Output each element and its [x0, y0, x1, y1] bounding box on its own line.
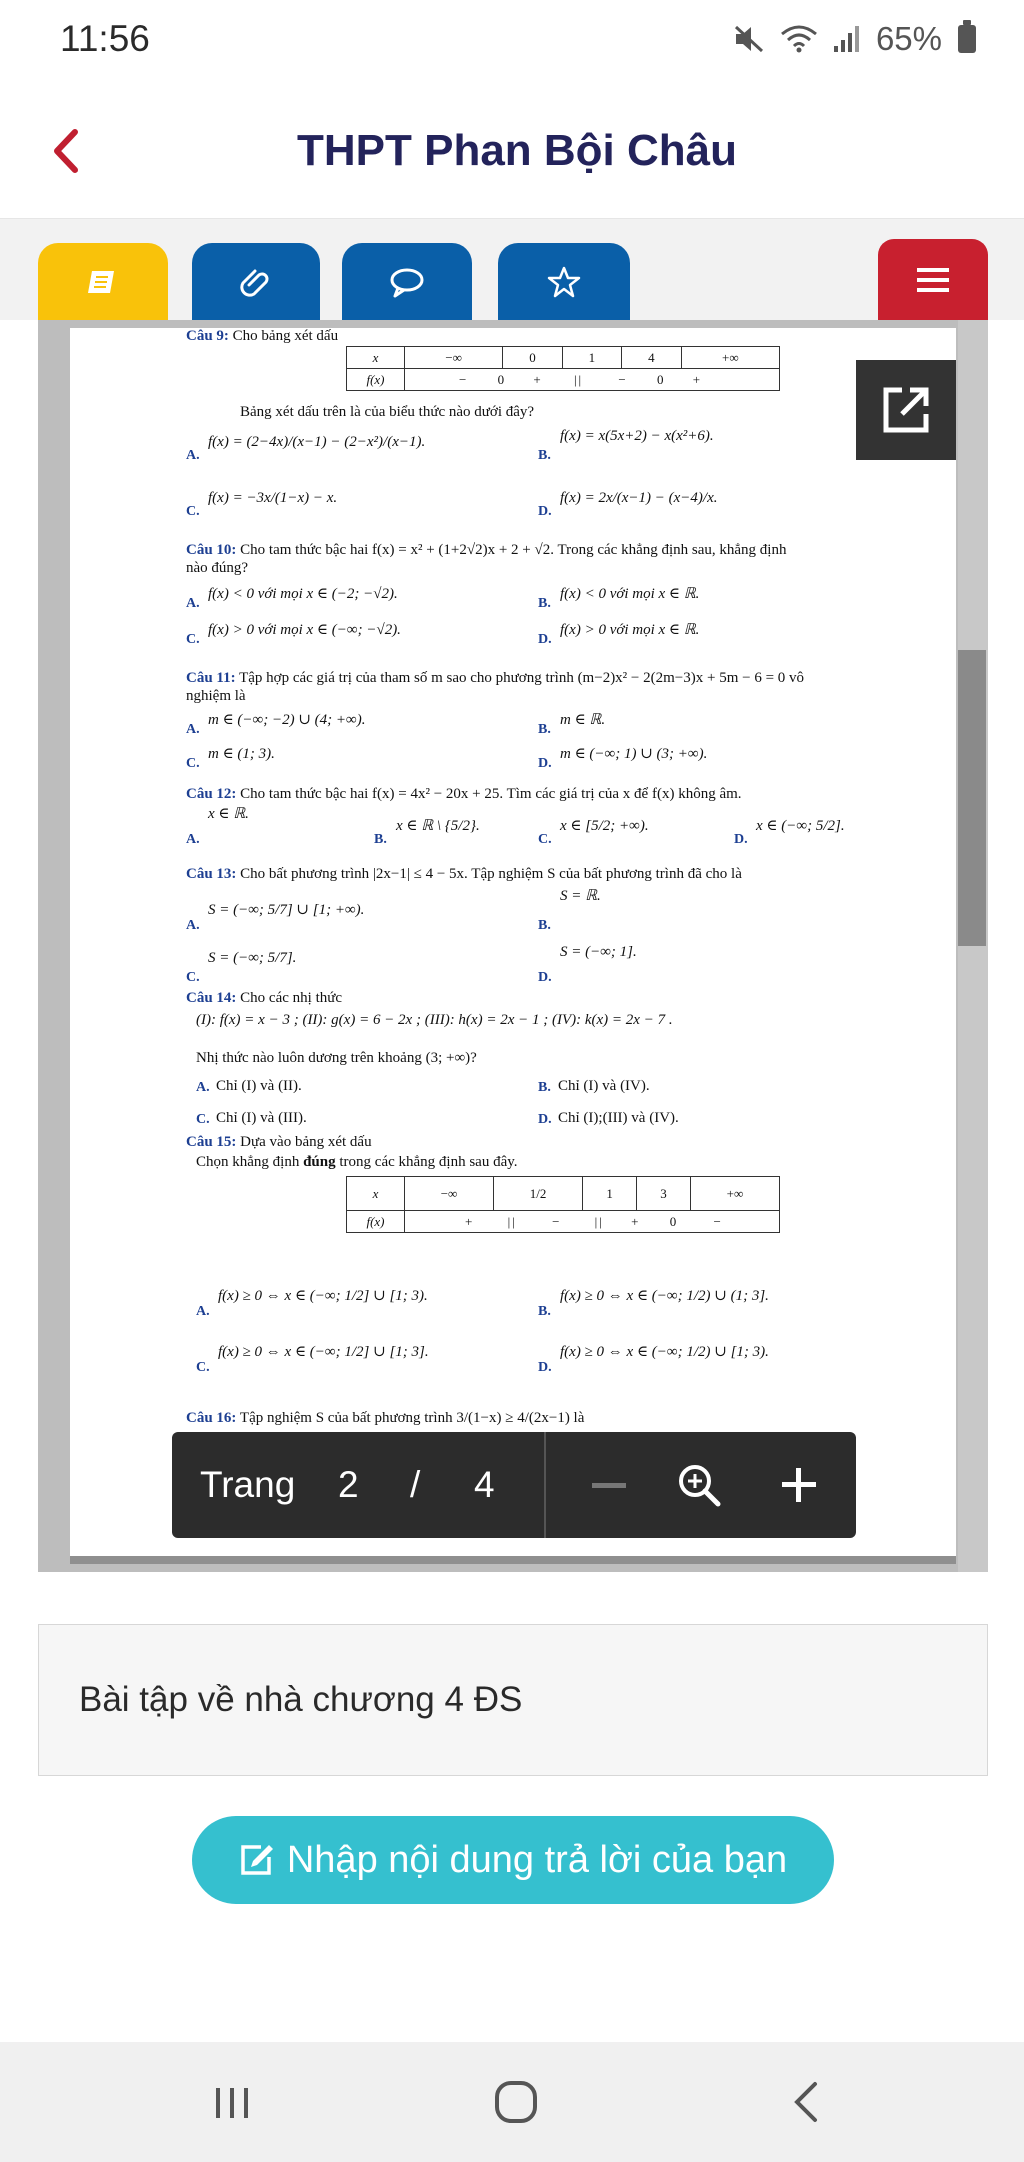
q15-option-b: f(x) ≥ 0 ⇔ x ∈ (−∞; 1/2) ∪ (1; 3]. — [560, 1288, 769, 1304]
sign-table-q9: x −∞ 0 1 4 +∞ f(x) − 0 + || − 0 + — [346, 346, 780, 391]
q12-option-c: x ∈ [5/2; +∞). — [560, 818, 649, 834]
q14-option-a: Chỉ (I) và (II). — [216, 1078, 302, 1094]
question-14: Câu 14: Cho các nhị thức — [186, 990, 343, 1006]
book-icon — [86, 267, 120, 297]
status-icons — [732, 20, 976, 58]
comment-tab-button[interactable] — [342, 243, 472, 321]
q12-option-b: x ∈ ℝ \ {5/2}. — [396, 818, 480, 834]
question-16: Câu 16: Tập nghiệm S của bất phương trình 3/(1−x) ≥ 4/(2x−1) là — [186, 1410, 585, 1426]
home-icon — [493, 2079, 539, 2125]
document-viewer[interactable] — [38, 320, 988, 1572]
status-bar — [0, 0, 1024, 78]
chevron-left-icon — [51, 128, 81, 174]
system-nav-bar — [0, 2042, 1024, 2162]
open-external-button[interactable] — [856, 360, 956, 460]
q12-option-d: x ∈ (−∞; 5/2]. — [756, 818, 845, 834]
page-edge — [70, 1556, 956, 1564]
q12-option-a: x ∈ ℝ. — [208, 806, 249, 822]
q10-option-d: f(x) > 0 với mọi x ∈ ℝ. — [560, 622, 700, 638]
back-button[interactable] — [36, 118, 96, 184]
page-current-input[interactable]: 2 — [338, 1464, 359, 1505]
mute-icon — [732, 24, 766, 54]
page-label: Trang — [200, 1464, 296, 1505]
chat-bubble-icon — [389, 266, 425, 298]
q13-option-a: S = (−∞; 5/7] ∪ [1; +∞). — [208, 902, 365, 918]
page-control — [172, 1432, 856, 1538]
app-header — [0, 96, 1024, 206]
notebook-tab-button[interactable] — [38, 243, 168, 321]
answer-button-label: Nhập nội dung trả lời của bạn — [286, 1838, 788, 1881]
zoom-reset-button[interactable] — [668, 1454, 730, 1516]
status-time: 11:56 — [60, 18, 150, 59]
zoom-in-icon — [676, 1462, 722, 1508]
plus-icon — [779, 1465, 819, 1505]
question-13: Câu 13: Cho bất phương trình |2x−1| ≤ 4 − 5x. Tập nghiệm S của bất phương trình đã cho là — [186, 866, 742, 882]
toolbar — [0, 218, 1024, 320]
q9-option-b: f(x) = x(5x+2) − x(x²+6). — [560, 428, 714, 444]
q13-option-d: S = (−∞; 1]. — [560, 944, 637, 960]
menu-button[interactable] — [878, 239, 988, 321]
q14-prompt: Nhị thức nào luôn dương trên khoảng (3; +∞)? — [196, 1050, 477, 1066]
edit-icon — [239, 1843, 275, 1877]
q14-option-d: Chỉ (I);(III) và (IV). — [558, 1110, 679, 1126]
q14-option-b: Chỉ (I) và (IV). — [558, 1078, 650, 1094]
q11-option-b: m ∈ ℝ. — [560, 712, 606, 728]
q14-definitions: (I): f(x) = x − 3 ; (II): g(x) = 6 − 2x ; (III): h(x) = 2x − 1 ; (IV): k(x) = 2x − 7 . — [196, 1012, 673, 1028]
page-separator: / — [410, 1464, 421, 1505]
question-10: Câu 10: Cho tam thức bậc hai f(x) = x² + (1+2√2)x + 2 + √2. Trong các khẳng định sau, khẳng định — [186, 542, 787, 558]
scrollbar[interactable] — [958, 320, 988, 1572]
favorite-tab-button[interactable] — [498, 243, 630, 321]
recent-apps-button[interactable] — [192, 2070, 272, 2134]
assignment-title: Bài tập về nhà chương 4 ĐS — [79, 1680, 523, 1719]
home-button[interactable] — [476, 2070, 556, 2134]
assignment-card — [38, 1624, 988, 1776]
q10-option-a: f(x) < 0 với mọi x ∈ (−2; −√2). — [208, 586, 398, 602]
q11-option-d: m ∈ (−∞; 1) ∪ (3; +∞). — [560, 746, 708, 762]
q9-prompt: Bảng xét dấu trên là của biểu thức nào dưới đây? — [240, 404, 535, 420]
q13-option-b: S = ℝ. — [560, 888, 601, 904]
question-9: Câu 9: Cho bảng xét dấu — [186, 328, 339, 344]
q14-option-c: Chỉ (I) và (III). — [216, 1110, 307, 1126]
signal-icon — [832, 24, 862, 54]
sign-table-q15: x −∞ 1/2 1 3 +∞ f(x) + || − || + 0 − — [346, 1176, 780, 1233]
q15-prompt: Chọn khẳng định đúng trong các khẳng định sau đây. — [196, 1154, 518, 1170]
q13-option-c: S = (−∞; 5/7]. — [208, 950, 297, 966]
battery-icon — [958, 25, 976, 53]
paperclip-icon — [239, 265, 273, 299]
q15-option-d: f(x) ≥ 0 ⇔ x ∈ (−∞; 1/2) ∪ [1; 3). — [560, 1344, 769, 1360]
open-external-icon — [880, 384, 932, 436]
question-11: Câu 11: Tập hợp các giá trị của tham số m sao cho phương trình (m−2)x² − 2(2m−3)x + 5m − 6 = 0 vô — [186, 670, 805, 686]
minus-icon — [589, 1465, 629, 1505]
q11-option-c: m ∈ (1; 3). — [208, 746, 275, 762]
menu-icon — [915, 265, 951, 295]
zoom-out-button[interactable] — [578, 1454, 640, 1516]
q9-option-a: f(x) = (2−4x)/(x−1) − (2−x²)/(x−1). — [208, 434, 426, 450]
page-title: THPT Phan Bội Châu — [297, 126, 737, 175]
back-icon — [791, 2080, 821, 2124]
q10-option-c: f(x) > 0 với mọi x ∈ (−∞; −√2). — [208, 622, 401, 638]
scrollbar-thumb[interactable] — [958, 650, 986, 946]
page-total: 4 — [474, 1464, 495, 1505]
attachment-tab-button[interactable] — [192, 243, 320, 321]
q11-option-a: m ∈ (−∞; −2) ∪ (4; +∞). — [208, 712, 366, 728]
q10-option-b: f(x) < 0 với mọi x ∈ ℝ. — [560, 586, 700, 602]
document-page: Câu 9: Cho bảng xét dấu x −∞ 0 1 4 +∞ f(x) − 0 + || − 0 + Bảng xét dấu trên là của biểu thức nào dưới đây? A. f(x) = (2−4x)/(x−1) − (2−x²)/(x−1). B. f(x) = x(5x+2) − x(x²+6). C. f(x) = −3x/(1−x) − x. D. f(x) = 2x/(x−1) − (x−4)/x. Câu 10: Cho tam thức bậc hai f(x) = x² + (1+2√2)x + 2 + √2. Trong các khẳng định sau, khẳng định nào đúng? A. f(x) < 0 với mọi x ∈ (−2; −√2). B. f(x) < 0 với mọi x ∈ ℝ. C. f(x) > 0 với mọi x ∈ (−∞; −√2). D. f(x) > 0 với mọi x ∈ ℝ. Câu 11: Tập hợp các giá trị của tham số m sao cho phương trình (m−2)x² − 2(2m−3)x + 5m − 6 = 0 vô nghiệm là A. m ∈ (−∞; −2) ∪ (4; +∞). B. m ∈ ℝ. C. m ∈ (1; 3). D. m ∈ (−∞; 1) ∪ (3; +∞). Câu 12: Cho tam thức bậc hai f(x) = 4x² − 20x + 25. Tìm các giá trị của x để f(x) không âm. A. x ∈ ℝ. B. x ∈ ℝ \ {5/2}. C. x ∈ [5/2; +∞). D. x ∈ (−∞; 5/2]. Câu 13: Cho bất phương trình |2x−1| ≤ 4 − 5x. Tập nghiệm S của bất phương trình đã cho là A. S = (−∞; 5/7] ∪ [1; +∞). S = ℝ. B. C. S = (−∞; 5/7]. D. S = (−∞; 1]. Câu 14: Cho các nhị thức (I): f(x) = x − 3 ; (II): g(x) = 6 − 2x ; (III): h(x) = 2x − 1 ; (IV): k(x) = 2x − 7 . Nhị thức nào luôn dương trên khoảng (3; +∞)? A. Chỉ (I) và (II). B. Chỉ (I) và (IV). C. Chỉ (I) và (III). D. Chỉ (I);(III) và (IV). Câu 15: Dựa vào bảng xét dấu Chọn khẳng định đúng trong các khẳng định sau đây. x −∞ 1/2 1 3 +∞ f(x) + || − || + 0 − A. f(x) ≥ 0 ⇔ x ∈ (−∞; 1/2] ∪ [1; 3). B. f(x) ≥ 0 ⇔ x ∈ (−∞; 1/2) ∪ (1; 3]. C. f(x) ≥ 0 ⇔ x ∈ (−∞; 1/2] ∪ [1; 3]. D. f(x) ≥ 0 ⇔ x ∈ (−∞; 1/2) ∪ [1; 3). Câu 16: Tập nghiệm S của bất phương trình 3/(1−x) ≥ 4/(2x−1) là — [70, 328, 956, 1556]
battery-percent: 65% — [875, 20, 942, 57]
question-15: Câu 15: Dựa vào bảng xét dấu — [186, 1134, 372, 1150]
recent-apps-icon — [210, 2082, 254, 2122]
zoom-in-button[interactable] — [768, 1454, 830, 1516]
star-icon — [547, 265, 581, 299]
q15-option-a: f(x) ≥ 0 ⇔ x ∈ (−∞; 1/2] ∪ [1; 3). — [218, 1288, 428, 1304]
wifi-icon — [780, 24, 818, 54]
q9-option-c: f(x) = −3x/(1−x) − x. — [208, 490, 338, 506]
question-12: Câu 12: Cho tam thức bậc hai f(x) = 4x² − 20x + 25. Tìm các giá trị của x để f(x) không âm. — [186, 786, 742, 802]
page-control-divider — [544, 1432, 546, 1538]
q15-option-c: f(x) ≥ 0 ⇔ x ∈ (−∞; 1/2] ∪ [1; 3]. — [218, 1344, 429, 1360]
answer-button[interactable] — [192, 1816, 834, 1904]
q9-option-d: f(x) = 2x/(x−1) − (x−4)/x. — [560, 490, 718, 506]
back-nav-button[interactable] — [766, 2070, 846, 2134]
